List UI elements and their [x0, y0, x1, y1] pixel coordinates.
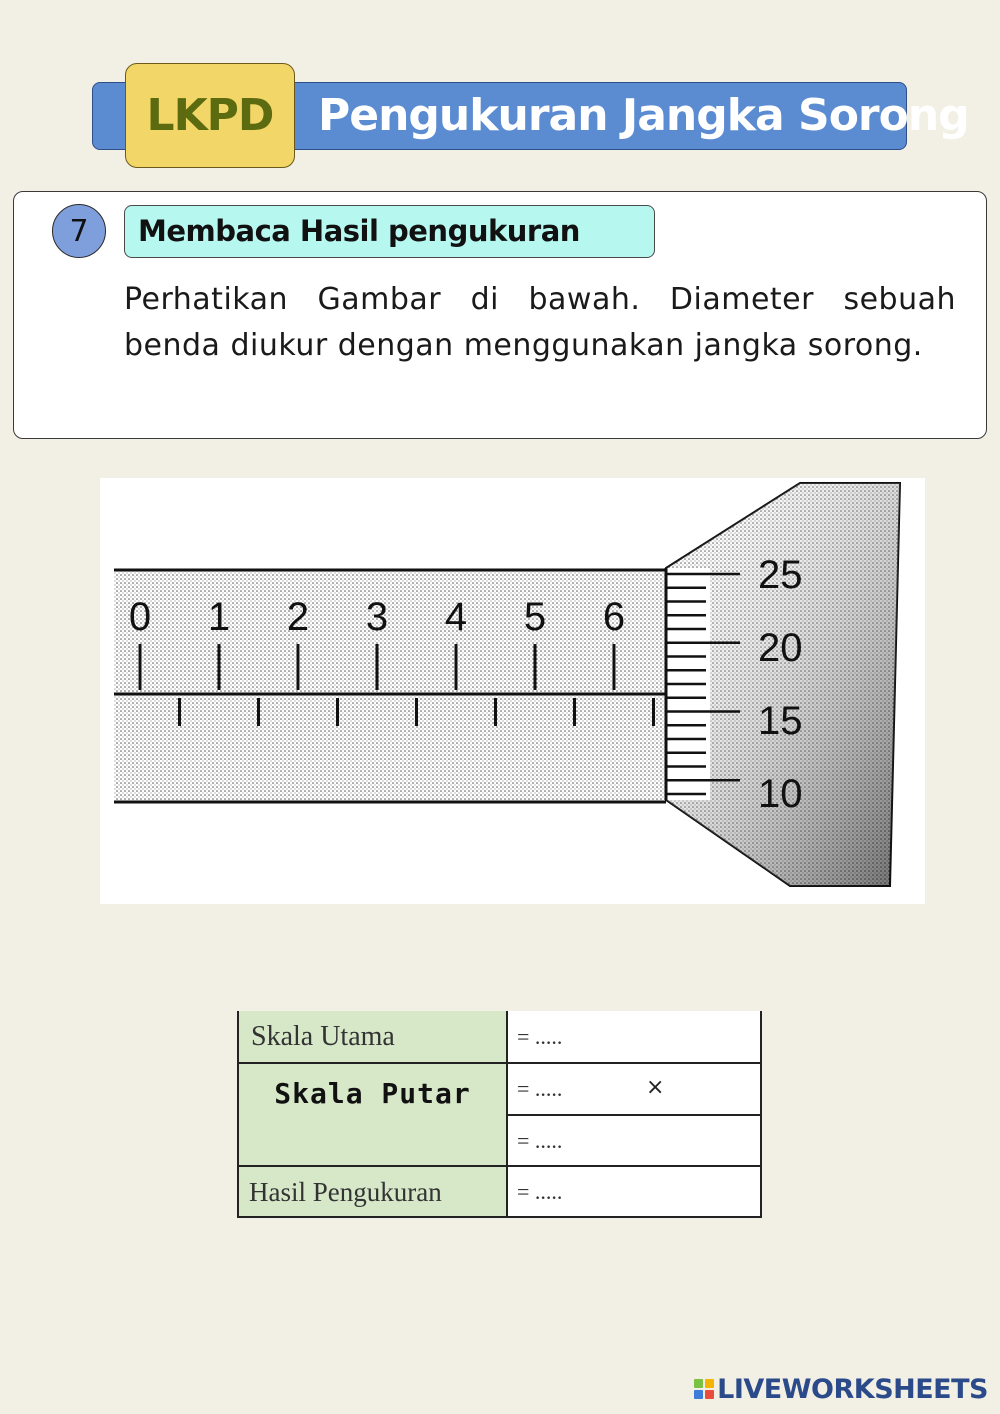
question-text: Perhatikan Gambar di bawah. Diameter sebuah benda diukur dengan menggunakan jangka sorong.: [124, 282, 956, 363]
measurement-table: [237, 1011, 762, 1218]
logo-grid-icon: [694, 1379, 714, 1399]
page-title: Pengukuran Jangka Sorong: [318, 90, 969, 141]
thimble-label: 10: [758, 772, 803, 816]
table-value-skala-putar-1[interactable]: = .....: [508, 1063, 762, 1115]
table-label-skala-utama: Skala Utama: [237, 1011, 508, 1063]
row-divider: [508, 1114, 762, 1116]
lkpd-badge: LKPD: [125, 63, 295, 168]
table-value-skala-putar-2[interactable]: = .....: [508, 1115, 762, 1166]
table-label-skala-putar: Skala Putar: [237, 1063, 508, 1166]
sleeve-body: [114, 570, 666, 802]
question-label: Membaca Hasil pengukuran: [124, 205, 655, 258]
main-scale-label: 0: [128, 595, 152, 639]
main-scale-label: 1: [207, 595, 231, 639]
thimble-label: 25: [758, 553, 803, 597]
question-number: 7: [52, 204, 106, 258]
multiply-icon: ×: [646, 1075, 665, 1100]
thimble-label: 20: [758, 626, 803, 670]
logo-text: LIVEWORKSHEETS: [717, 1373, 988, 1405]
table-bottom-border: [237, 1216, 762, 1218]
row-divider: [237, 1165, 762, 1167]
thimble-label: 15: [758, 699, 803, 743]
micrometer-svg: [100, 478, 925, 904]
main-scale-label: 3: [365, 595, 389, 639]
main-scale-label: 2: [286, 595, 310, 639]
table-label-hasil: Hasil Pengukuran: [237, 1166, 508, 1218]
main-scale-label: 6: [602, 595, 626, 639]
table-value-skala-utama[interactable]: = .....: [508, 1011, 762, 1063]
row-divider: [237, 1062, 762, 1064]
liveworksheets-logo: [694, 1373, 988, 1405]
micrometer-figure: [100, 478, 925, 904]
main-scale-label: 5: [523, 595, 547, 639]
table-value-hasil[interactable]: = .....: [508, 1166, 762, 1218]
main-scale-label: 4: [444, 595, 468, 639]
